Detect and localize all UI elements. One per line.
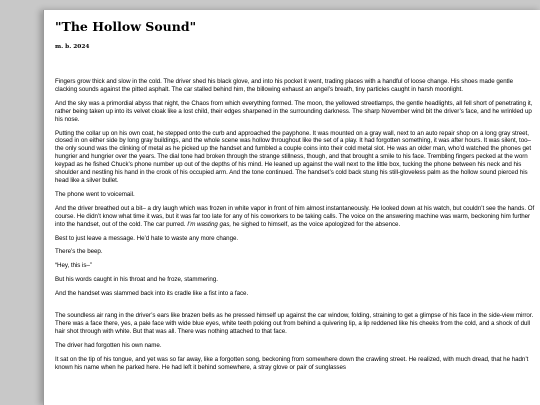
paragraph bbox=[55, 205, 536, 229]
paragraph-text: And the driver breathed out a bit– a dry laugh which was frozen in white vapor in front of him almost instantaneously. He looked down at his watch, but couldn’t see the hands. Of course. He didn’t know what time it was, but it was far too late for any of his coworkers to be taking calls. The voice on the answering machine was warm, beckoning him further into the handset, out of the cold. The car purred. bbox=[55, 204, 535, 228]
story-title: "The Hollow Sound" bbox=[55, 19, 197, 34]
paragraph: The phone went to voicemail. bbox=[55, 190, 135, 198]
paragraph: And the handset was slammed back into its cradle like a fist into a face. bbox=[55, 290, 249, 298]
paragraph: “Hey, this is–” bbox=[55, 262, 92, 270]
paragraph: The soundless air rang in the driver’s ears like brazen bells as he pressed himself up against the car window, folding, straining to get a glimpse of his face in the side-view mirror. There was a face there, yes, a pale face with wide blue eyes, white teeth poking out from behind a quivering lip, a lip reddened like his cheeks from the cold, and a shock of dull hair shot through with white. But that was all. There was nothing attached to that face. bbox=[55, 312, 534, 335]
paragraph: And the sky was a primordial abyss that night, the Chaos from which everything formed. The moon, the yellowed streetlamps, the gentle headlights, all fell short of penetrating it, rather being taken up into its velvet cloak like a lost child, their edges sharpened in the surrounding darkness. The sharp November wind bit the driver’s face, and he wrinkled up his nose. bbox=[55, 99, 533, 123]
paragraph: There’s the beep. bbox=[55, 248, 103, 256]
paragraph-text-end: he sighed to himself, as the voice apologized for the absence. bbox=[231, 220, 401, 228]
paragraph: But his words caught in his throat and he froze, stammering. bbox=[55, 276, 218, 284]
story-body bbox=[55, 78, 536, 371]
document-page bbox=[43, 10, 540, 405]
story-byline: m. b. 2024 bbox=[55, 44, 90, 50]
italic-phrase: I’m wasting gas, bbox=[187, 220, 232, 228]
story-content bbox=[55, 10, 536, 377]
paragraph: The driver had forgotten his own name. bbox=[55, 341, 162, 349]
paragraph: Putting the collar up on his own coat, he stepped onto the curb and approached the payphone. It was mounted on a gray wall, next to an auto repair shop on a long gray street, closed in on either side by long gray buildings, and the whole scene was hollow throughout like the set of a play. It had forgotten something, it was after hours. It was silent, too– the only sound was the clinking of metal as he picked up the handset and fumbled a couple coins into their cold metal slot. He was an older man, who’d watched the phones get hungrier and hungrier over the years. The dial tone had broken through the strange stillness, though, and that brought a smile to his face. Trembling fingers pecked at the worn keypad as he fished Chuck’s phone number up out of the depths of his mind. He leaned up against the wall next to the little box, tucking the phone between his neck and his shoulder and nestling his hand in the crook of his occupied arm. And the tone continued. The handset’s cold back stung his still-gloveless palm as the hollow sound pierced his head like a silver bullet. bbox=[55, 129, 532, 184]
paragraph: Best to just leave a message. He’d hate to waste any more change. bbox=[55, 234, 239, 242]
paragraph: Fingers grow thick and slow in the cold. The driver shed his black glove, and into his pocket it went, trading places with a handful of loose change. His shoes made gentle clacking sounds against the pitted asphalt. The car stalled behind him, the billowing exhaust an angel’s breath, tiny particles caught in harsh moonlight. bbox=[55, 78, 514, 93]
paragraph: It sat on the tip of his tongue, and yet was so far away, like a forgotten song, beckoning from somewhere down the crawling street. He realized, with much dread, that he hadn’t known his name when he parked here. He had left it behind somewhere, a stray glove or pair of sunglasses bbox=[55, 355, 529, 371]
